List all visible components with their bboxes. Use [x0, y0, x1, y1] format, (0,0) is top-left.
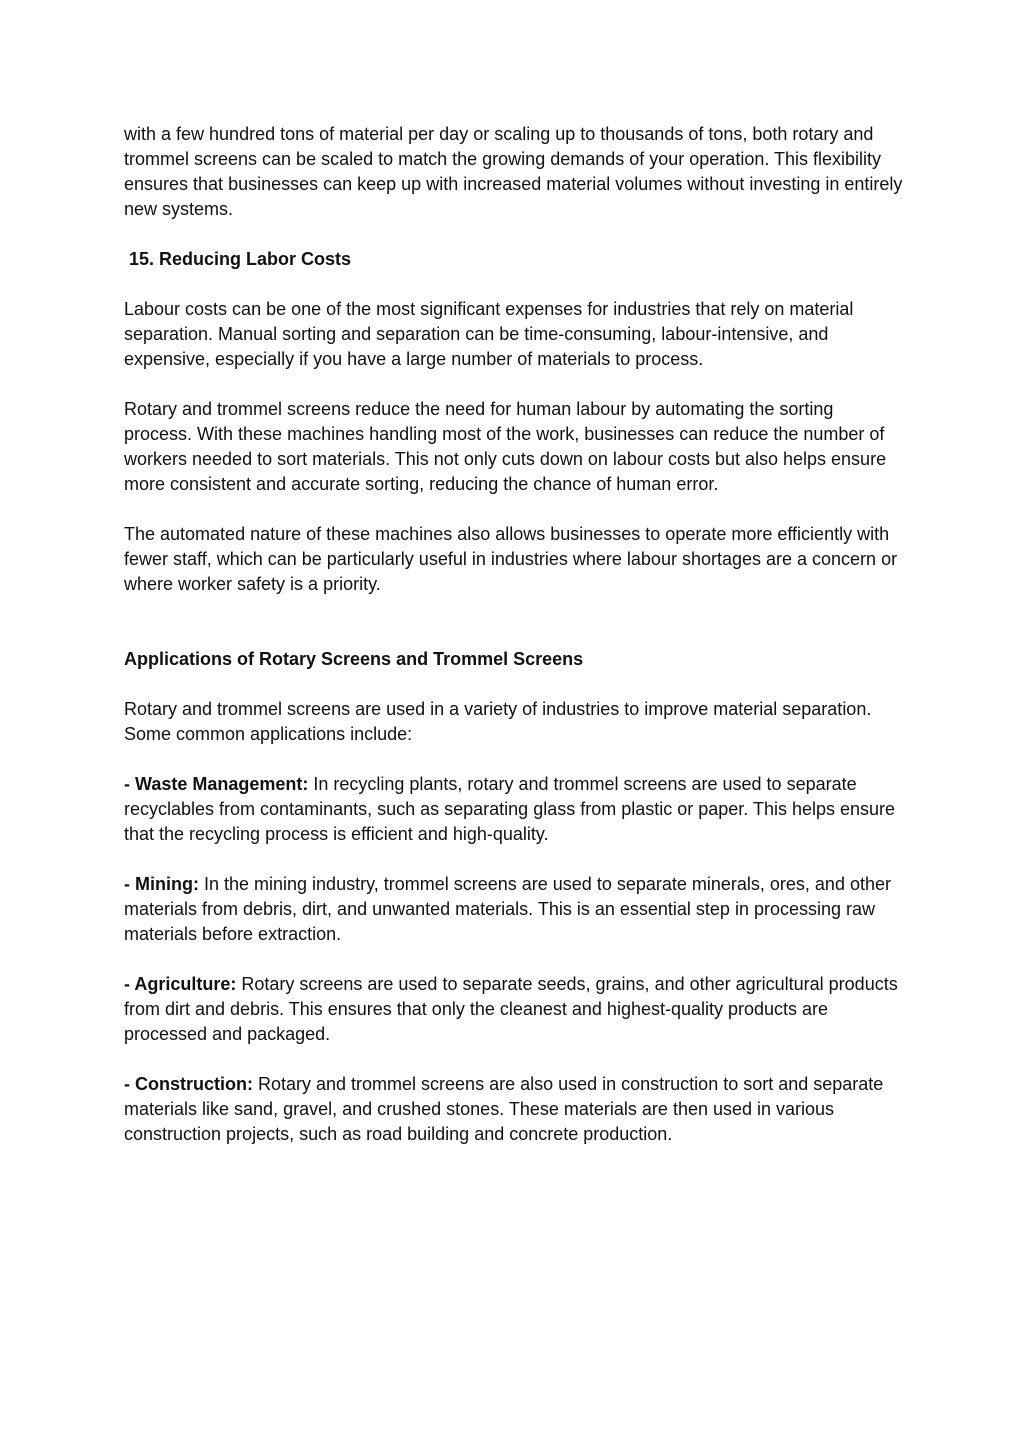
section-15-paragraph-1: Labour costs can be one of the most significant expenses for industries that rely on material separation. Manual sorting and separation can be time-consuming, labour-intensive, and expensive, especially if you have a large number of materials to process.	[124, 299, 854, 369]
application-item-waste-management	[124, 772, 904, 847]
application-label: - Agriculture:	[124, 974, 237, 994]
section-spacer	[124, 622, 904, 647]
section-15-heading: 15. Reducing Labor Costs	[129, 249, 352, 269]
application-label: - Construction:	[124, 1074, 253, 1094]
section-15-paragraph-2: Rotary and trommel screens reduce the need for human labour by automating the sorting process. With these machines handling most of the work, businesses can reduce the number of workers needed to sort materials. This not only cuts down on labour costs but also helps ensure more consistent and accurate sorting, reducing the chance of human error.	[124, 399, 887, 494]
application-text: Rotary and trommel screens are also used in construction to sort and separate materials like sand, gravel, and crushed stones. These materials are then used in various construction projects, such as road building and concrete production.	[124, 1074, 884, 1144]
application-text: Rotary screens are used to separate seeds, grains, and other agricultural products from dirt and debris. This ensures that only the cleanest and highest-quality products are processed and packaged.	[124, 974, 898, 1044]
application-text: In recycling plants, rotary and trommel screens are used to separate recyclables from contaminants, such as separating glass from plastic or paper. This helps ensure that the recycling process is efficient and high-quality.	[124, 774, 896, 844]
intro-paragraph: with a few hundred tons of material per day or scaling up to thousands of tons, both rotary and trommel screens can be scaled to match the growing demands of your operation. This flexibility ensures that businesses can keep up with increased material volumes without investing in entirely new systems.	[124, 124, 903, 219]
section-15-paragraph-3: The automated nature of these machines also allows businesses to operate more efficiently with fewer staff, which can be particularly useful in industries where labour shortages are a concern or where worker safety is a priority.	[124, 524, 898, 594]
application-item-agriculture	[124, 972, 904, 1047]
application-item-construction	[124, 1072, 904, 1147]
applications-intro: Rotary and trommel screens are used in a variety of industries to improve material separation. Some common applications include:	[124, 699, 872, 744]
application-item-mining	[124, 872, 904, 947]
application-label: - Mining:	[124, 874, 199, 894]
document-page	[124, 122, 904, 1172]
application-text: In the mining industry, trommel screens are used to separate minerals, ores, and other materials from debris, dirt, and unwanted materials. This is an essential step in processing raw materials before extraction.	[124, 874, 891, 944]
applications-heading: Applications of Rotary Screens and Trommel Screens	[124, 649, 584, 669]
application-label: - Waste Management:	[124, 774, 309, 794]
